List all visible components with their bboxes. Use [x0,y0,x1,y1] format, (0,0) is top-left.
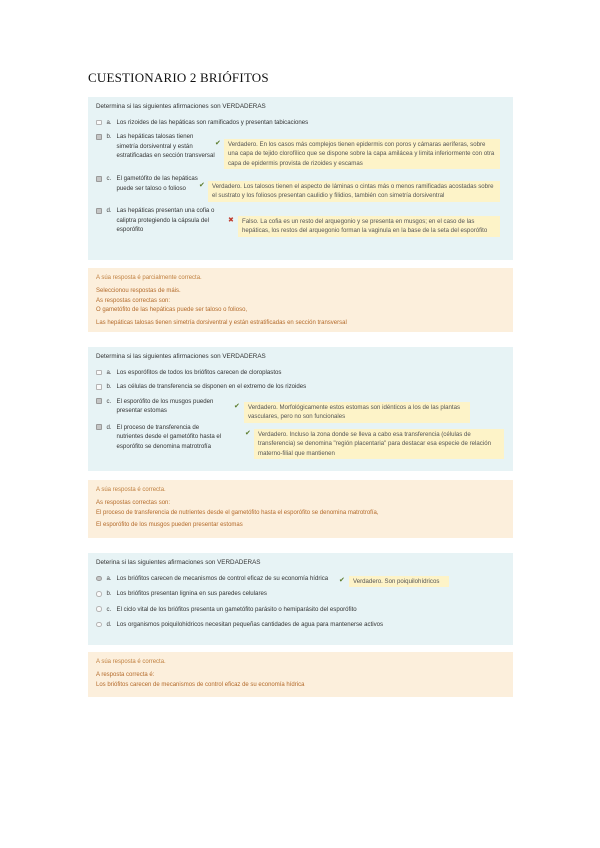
cross-icon: ✖ [228,217,234,224]
option-b[interactable]: b. Las células de transferencia se disponen en el extremo de los rizoides [96,382,505,391]
option-text: Las hepáticas presentan una cofia o caliptra protegiendo la cápsula del esporófito [116,207,215,234]
option-text: El proceso de transferencia de nutrientes desde el gametófito hasta el esporófito se denomina matrotrofía [116,423,222,450]
option-text: Los rizoides de las hepáticas son ramificados y presentan tabicaciones [116,119,309,126]
radio-unselected[interactable] [96,622,102,628]
option-text: Las hepáticas talosas tienen simetría dorsiventral y están estratificadas en sección transversal [116,133,215,160]
radio-selected[interactable] [96,576,102,582]
option-c[interactable]: c. El ciclo vital de los briófitos presenta un gametófito parásito o hemiparásito del esporófito [96,605,505,614]
check-icon: ✔ [215,140,221,147]
answer-feedback: Verdadero. Incluso la zona donde se lleva a cabo esa transferencia (células de transferencia) se denomina "región placentaria" para destacar esa especie de relación materno-filial que mantienen [254,429,504,459]
checkbox-checked[interactable] [96,208,102,214]
feedback-panel-1: A súa resposta é parcialmente correcta. Seleccionou respostas de máis. As respostas correctas son: O gametófito de las hepáticas puede ser taloso o folioso, Las hepáticas talosas tienen simetría dorsiventral y están estratificadas en sección transversal [88,268,513,332]
feedback-state: A súa resposta é correcta. [96,659,166,665]
option-d[interactable]: d. Los organismos poiquilohídricos necesitan pequeñas cantidades de agua para mantenerse activos [96,620,505,629]
option-text: Los organismos poiquilohídricos necesitan pequeñas cantidades de agua para mantenerse activos [116,621,384,629]
answer-feedback: Verdadero. Son poiquilohídricos [349,576,449,587]
checkbox-checked[interactable] [96,398,102,404]
answer-feedback: Verdadero. En los casos más complejos tienen epidermis con poros y cámaras aeríferas, sobre una capa de tejido clorofílico que se dispone sobre la capa amilácea y limita inferiormente con otra capa de epidermis provista de rizoides y escamas [224,139,500,169]
option-text: Los briófitos presentan lignina en sus paredes celulares [116,590,267,598]
option-b[interactable]: b. Los briófitos presentan lignina en sus paredes celulares [96,589,505,598]
check-icon: ✔ [234,403,240,410]
checkbox-unchecked[interactable] [96,370,102,376]
option-d[interactable]: d. Las hepáticas presentan una cofia o caliptra protegiendo la cápsula del esporófito [96,206,216,234]
feedback-state: A súa resposta é correcta. [96,487,166,493]
option-c[interactable]: c. El esporófito de los musgos pueden presentar estomas [96,397,226,419]
question-stem: Determina si las siguientes afirmaciones son VERDADERAS [96,103,266,110]
option-a[interactable]: a. Los esporófitos de todos los briófitos carecen de cloroplastos [96,368,505,377]
page-title: CUESTIONARIO 2 BRIÓFITOS [88,70,269,85]
radio-unselected[interactable] [96,606,102,612]
radio-unselected[interactable] [96,591,102,597]
answer-feedback: Falso. La cofia es un resto del arquegonio y se presenta en musgos; en el caso de las hepáticas, los restos del arquegonio forman la vaginula en la base de la seta del esporófito [238,216,500,237]
option-b[interactable]: b. Las hepáticas talosas tienen simetría dorsiventral y están estratificadas en sección transversal [96,132,216,170]
option-text: El esporófito de los musgos pueden presentar estomas [116,397,214,415]
checkbox-unchecked[interactable] [96,384,102,390]
option-text: El gametófito de las hepáticas puede ser taloso o folioso [116,175,198,192]
option-text: El ciclo vital de los briófitos presenta un gametófito parásito o hemiparásito del esporófito [116,605,357,613]
option-text: Los esporófitos de todos los briófitos carecen de cloroplastos [116,369,282,376]
check-icon: ✔ [199,182,205,189]
question-3 [88,553,513,645]
option-a[interactable]: a. Los rizoides de las hepáticas son ramificados y presentan tabicaciones [96,118,505,127]
question-stem: Deterina si las siguientes afirmaciones son VERDADERAS [96,559,261,566]
check-icon: ✔ [245,430,251,437]
answer-feedback: Verdadero. Morfológicamente estos estomas son idénticos a los de las plantas vasculares, pero no son funcionales [244,402,470,423]
checkbox-checked[interactable] [96,134,102,140]
question-stem: Determina si las siguientes afirmaciones son VERDADERAS [96,353,266,360]
option-text: Las células de transferencia se disponen en el extremo de los rizoides [116,383,307,391]
option-c[interactable]: c. El gametófito de las hepáticas puede ser taloso o folioso [96,174,216,202]
feedback-panel-2: A súa resposta é correcta. As respostas correctas son: El proceso de transferencia de nutrientes desde el gametófito hasta el esporófito se denomina matrotrofía, El esporófito de los musgos pueden presentar estomas [88,480,513,538]
check-icon: ✔ [339,577,345,584]
option-text: Los briófitos carecen de mecanismos de control eficaz de su economía hídrica [116,575,329,582]
feedback-panel-3: A súa resposta é correcta. A resposta correcta é: Los briófitos carecen de mecanismos de control eficaz de su economía hídrica [88,652,513,697]
option-d[interactable]: d. El proceso de transferencia de nutrientes desde el gametófito hasta el esporófito se denomina matrotrofía [96,423,226,451]
option-a[interactable]: a. Los briófitos carecen de mecanismos de control eficaz de su economía hídrica [96,574,505,583]
answer-feedback: Verdadero. Los talosos tienen el aspecto de láminas o cintas más o menos ramificadas acostadas sobre el sustrato y los foliosos presentan caulidio y filidios, también con simetría dorsiventral [208,181,500,202]
checkbox-checked[interactable] [96,176,102,182]
checkbox-unchecked[interactable] [96,120,102,126]
checkbox-checked[interactable] [96,424,102,430]
feedback-state: A súa resposta é parcialmente correcta. [96,275,202,281]
